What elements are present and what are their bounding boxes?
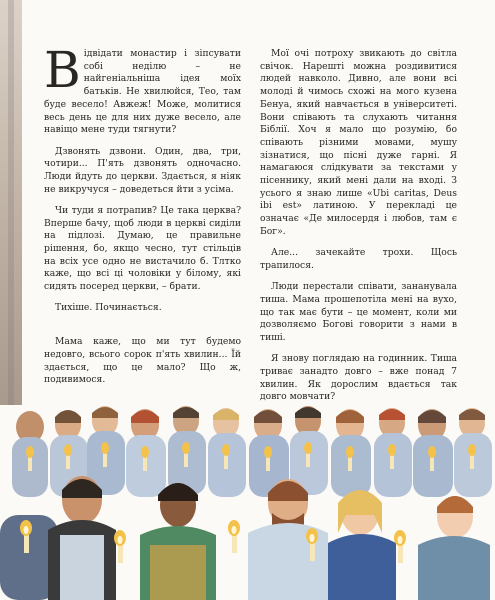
paragraph: Мої очі потроху звикають до світла свічок. Нарешті можна роздивитися людей навколо. Дивно, але вони всі молоді й чимось схожі на мого кузена Бенуа, який навчається в університеті. Вони співають та слухають читання Біблії. Хоч я мало що розумію, бо співають різними мовами, мушу зізнатися, що пісні дуже гарні. Я намагаюся слідкувати за текстами у пісеннику, який мені дали на вході. З усього я знаю лише «Ubi caritas, Deus ibi est» латиною. У перекладі це означає «Де милосердя і любов, там є Бог». — [260, 48, 457, 237]
front-row — [0, 476, 490, 600]
paragraph: Люди перестали співати, зананувала тиша. Мама прошепотіла мені на вухо, що так має бути – це момент, коли ми дозволяємо Богові говорити з нами в тиші. — [260, 281, 457, 343]
paragraph: Дзвонять дзвони. Один, два, три, чотири... П'ять дзвонять одночасно. Люди йдуть до церкви. Здається, я ніяк не викручуся – доведеться йти з усіма. — [44, 145, 241, 195]
paragraph: Мама каже, що ми тут будемо недовго, всього сорок п'ять хвилин... Їй здається, що це мало? Що ж, подивимося. — [44, 336, 241, 386]
left-illustration-strip — [0, 0, 22, 405]
paragraph: Але... зачекайте трохи. Щось трапилося. — [260, 247, 457, 271]
congregation-illustration — [0, 395, 495, 600]
paragraph: Я знову поглядаю на годинник. Тиша триває занадто довго – вже понад 7 хвилин. Як дорослим вдається так довго мовчати? — [260, 353, 457, 403]
drop-cap: В — [44, 41, 81, 99]
right-text-column — [260, 48, 457, 413]
paragraph: Відвідати монастир і зіпсувати собі неділю – не найгеніальніша ідея моїх батьків. Не хвилюйся, Тео, там буде весело! Авжеж! Може, молитися весь день це для них дуже весело, але навіщо мене туди тягнути? — [44, 41, 241, 136]
paragraph: Чи туди я потрапив? Це така церква? Вперше бачу, щоб люди в церкві сиділи на підлозі. Думаю, це правильне рішення, бо, якщо чесно, тут стільців на всіх усе одно не вистачило б. Тлтко кажe, що всі ці чоловіки у білому, які сидять посеред церкви, – брати. — [44, 204, 241, 293]
left-text-column — [44, 41, 241, 396]
paragraph: Тихіше. Починається. — [55, 302, 162, 314]
